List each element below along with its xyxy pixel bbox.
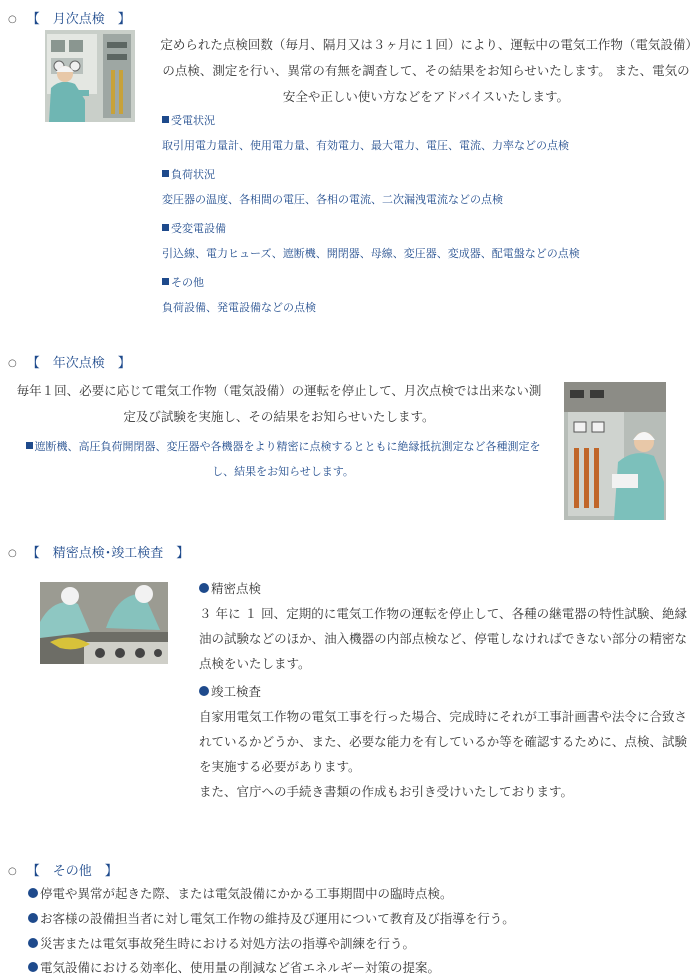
circle-bullet-icon: ○: [8, 358, 17, 369]
monthly-item-title: 受変電設備: [162, 220, 226, 236]
other-list-item: お客様の設備担当者に対し電気工作物の維持及び運用について教育及び指導を行う。: [28, 909, 515, 927]
section-heading-precision: ○ 【 精密点検･竣工検査 】: [8, 546, 190, 561]
monthly-intro-text: 定められた点検回数（毎月、隔月又は３ヶ月に１回）により、運転中の電気工作物（電気設備）の点検、測定を行い、異常の有無を調査して、その結果をお知らせいたします。 また、電気の安全や正しい使い方などをアドバイスいたします。: [160, 37, 692, 104]
annual-intro-text: 毎年１回、必要に応じて電気工作物（電気設備）の運転を停止して、月次点検では出来ない測定及び試験を実施し、その結果をお知らせいたします。: [16, 383, 542, 424]
square-bullet-icon: [162, 116, 169, 123]
monthly-item-title: 受電状況: [162, 112, 215, 128]
precision-item-title: 精密点検: [199, 576, 261, 601]
circle-bullet-icon: ○: [8, 548, 17, 559]
monthly-item-text: 変圧器の温度、各相間の電圧、各相の電流、二次漏洩電流などの点検: [162, 193, 503, 206]
monthly-item-title: その他: [162, 274, 204, 290]
completion-item-title: 竣工検査: [199, 679, 261, 704]
circle-bullet-icon: ○: [8, 14, 17, 25]
square-bullet-icon: [162, 224, 169, 231]
circle-bullet-icon: [28, 938, 38, 948]
circle-bullet-icon: ○: [8, 866, 17, 877]
precision-inspection-photo: [40, 582, 168, 664]
monthly-item-text: 取引用電力量計、使用電力量、有効電力、最大電力、電圧、電流、力率などの点検: [162, 139, 569, 152]
annual-note: 遮断機、高圧負荷開閉器、変圧器や各機器をより精密に点検するとともに絶縁抵抗測定など各種測定をし、結果をお知らせします。: [24, 434, 542, 484]
other-list-item: 電気設備における効率化、使用量の削減など省エネルギー対策の提案。: [28, 958, 440, 976]
circle-bullet-icon: [28, 962, 38, 972]
other-list-item: 災害または電気事故発生時における対処方法の指導や訓練を行う。: [28, 934, 415, 952]
monthly-item-text: 負荷設備、発電設備などの点検: [162, 301, 316, 314]
monthly-inspection-photo: [45, 30, 135, 122]
annual-inspection-photo: [564, 382, 666, 520]
completion-item-text-2: また、官庁への手続き書類の作成もお引き受けいたしております。: [199, 784, 574, 799]
section-heading-annual: ○ 【 年次点検 】: [8, 356, 131, 371]
circle-bullet-icon: [199, 686, 209, 696]
square-bullet-icon: [162, 278, 169, 285]
monthly-item-text: 引込線、電力ヒューズ、遮断機、開閉器、母線、変圧器、変成器、配電盤などの点検: [162, 247, 580, 260]
section-heading-monthly: ○ 【 月次点検 】: [8, 12, 131, 27]
precision-item-text: ３ 年に １ 回、定期的に電気工作物の運転を停止して、各種の継電器の特性試験、絶縁油の試験などのほか、油入機器の内部点検など、停電しなければできない部分の精密な点検をいたします。: [199, 606, 687, 671]
monthly-item-title: 負荷状況: [162, 166, 215, 182]
section-heading-other: ○ 【 その他 】: [8, 864, 118, 879]
circle-bullet-icon: [28, 888, 38, 898]
other-list-item: 停電や異常が起きた際、または電気設備にかかる工事期間中の臨時点検。: [28, 884, 453, 902]
circle-bullet-icon: [199, 583, 209, 593]
square-bullet-icon: [26, 442, 33, 449]
square-bullet-icon: [162, 170, 169, 177]
completion-item-text: 自家用電気工作物の電気工事を行った場合、完成時にそれが工事計画書や法令に合致されているかどうか、また、必要な能力を有しているか等を確認するために、点検、試験を実施する必要があります。: [199, 709, 687, 774]
circle-bullet-icon: [28, 913, 38, 923]
